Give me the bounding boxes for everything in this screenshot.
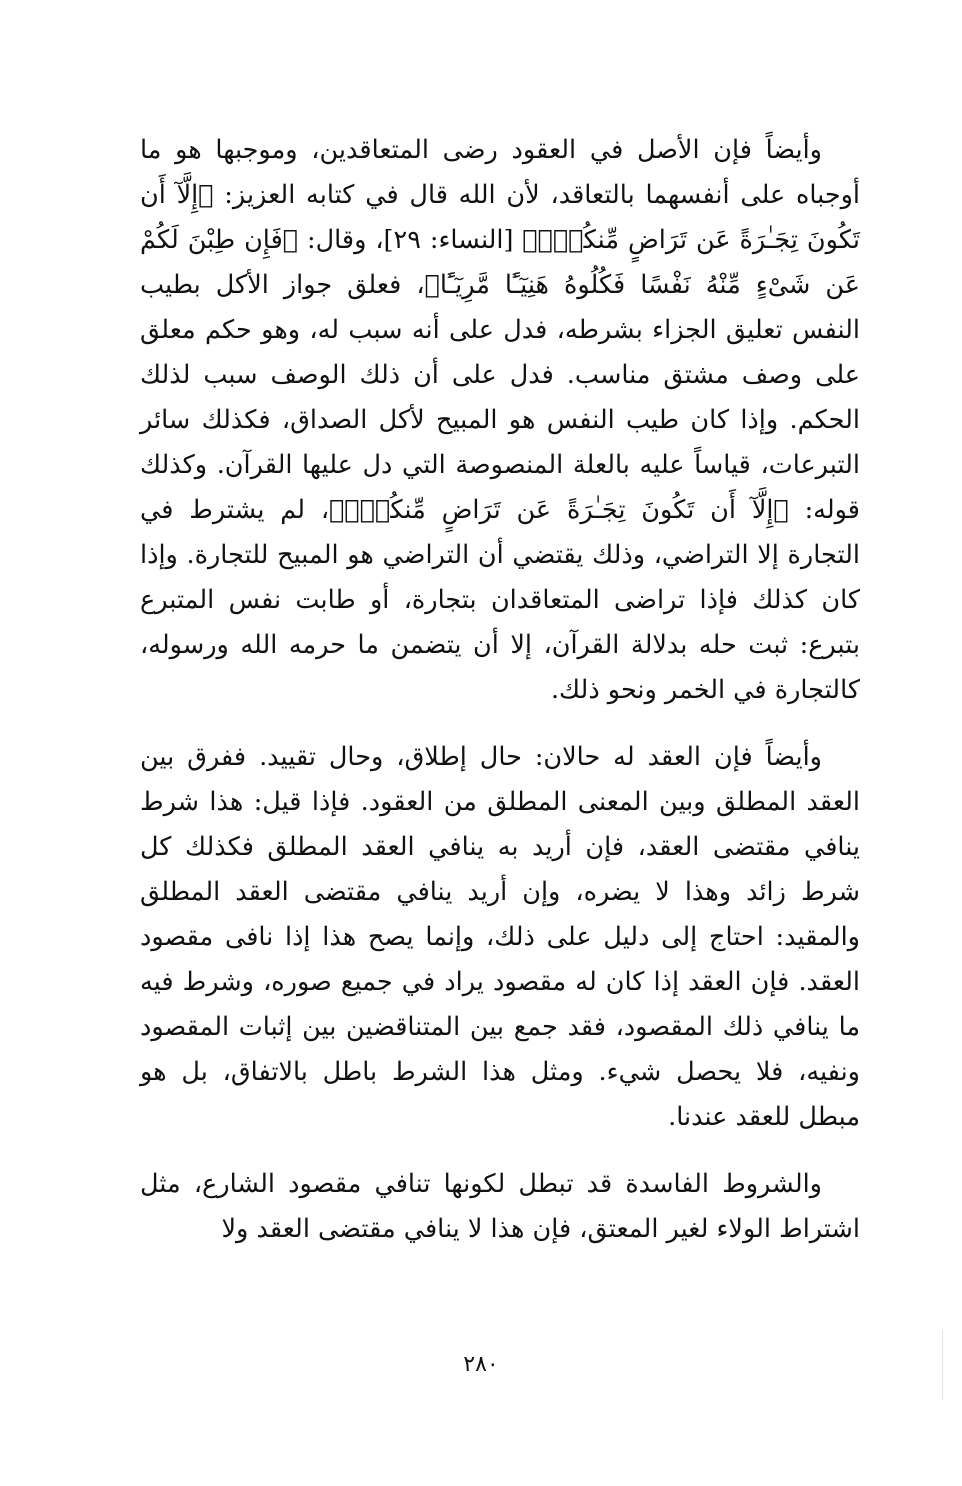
- paragraph-2: وأيضاً فإن العقد له حالان: حال إطلاق، وحال تقييد. ففرق بين العقد المطلق وبين المعنى المطلق من العقود. فإذا قيل: هذا شرط ينافي مقتضى العقد، فإن أريد به ينافي العقد المطلق فكذلك كل شرط زائد وهذا لا يضره، وإن أريد ينافي مقتضى العقد المطلق والمقيد: احتاج إلى دليل على ذلك، وإنما يصح هذا إذا نافى مقصود العقد. فإن العقد إذا كان له مقصود يراد في جميع صوره، وشرط فيه ما ينافي ذلك المقصود، فقد جمع بين المتناقضين بين إثبات المقصود ونفيه، فلا يحصل شيء. ومثل هذا الشرط باطل بالاتفاق، بل هو مبطل للعقد عندنا.: [140, 742, 860, 1132]
- paragraph-3: والشروط الفاسدة قد تبطل لكونها تنافي مقصود الشارع، مثل اشتراط الولاء لغير المعتق، فإن هذا لا ينافي مقتضى العقد ولا: [140, 1169, 860, 1244]
- paragraph-1: وأيضاً فإن الأصل في العقود رضى المتعاقدين، وموجبها هو ما أوجباه على أنفسهما بالتعاقد، لأن الله قال في كتابه العزيز: ﴿إِلَّآ أَن تَكُونَ تِجَـٰرَةً عَن تَرَاضٍ مِّنكُمْۚ﴾ [النساء: ٢٩]، وقال: ﴿فَإِن طِبْنَ لَكُمْ عَن شَىْءٍ مِّنْهُ نَفْسًا فَكُلُوهُ هَنِيٓـًٔا مَّرِيٓـًٔا﴾، فعلق جواز الأكل بطيب النفس تعليق الجزاء بشرطه، فدل على أنه سبب له، وهو حكم معلق على وصف مشتق مناسب. فدل على أن ذلك الوصف سبب لذلك الحكم. وإذا كان طيب النفس هو المبيح لأكل الصداق، فكذلك سائر التبرعات، قياساً عليه بالعلة المنصوصة التي دل عليها القرآن. وكذلك قوله: ﴿إِلَّآ أَن تَكُونَ تِجَـٰرَةً عَن تَرَاضٍ مِّنكُمْۚ﴾، لم يشترط في التجارة إلا التراضي، وذلك يقتضي أن التراضي هو المبيح للتجارة. وإذا كان كذلك فإذا تراضى المتعاقدان بتجارة، أو طابت نفس المتبرع بتبرع: ثبت حله بدلالة القرآن، إلا أن يتضمن ما حرمه الله ورسوله، كالتجارة في الخمر ونحو ذلك.: [140, 135, 860, 705]
- body-text: [140, 128, 860, 1274]
- scan-edge-mark: [942, 1330, 943, 1400]
- page-number: ٢٨٠: [463, 1352, 499, 1377]
